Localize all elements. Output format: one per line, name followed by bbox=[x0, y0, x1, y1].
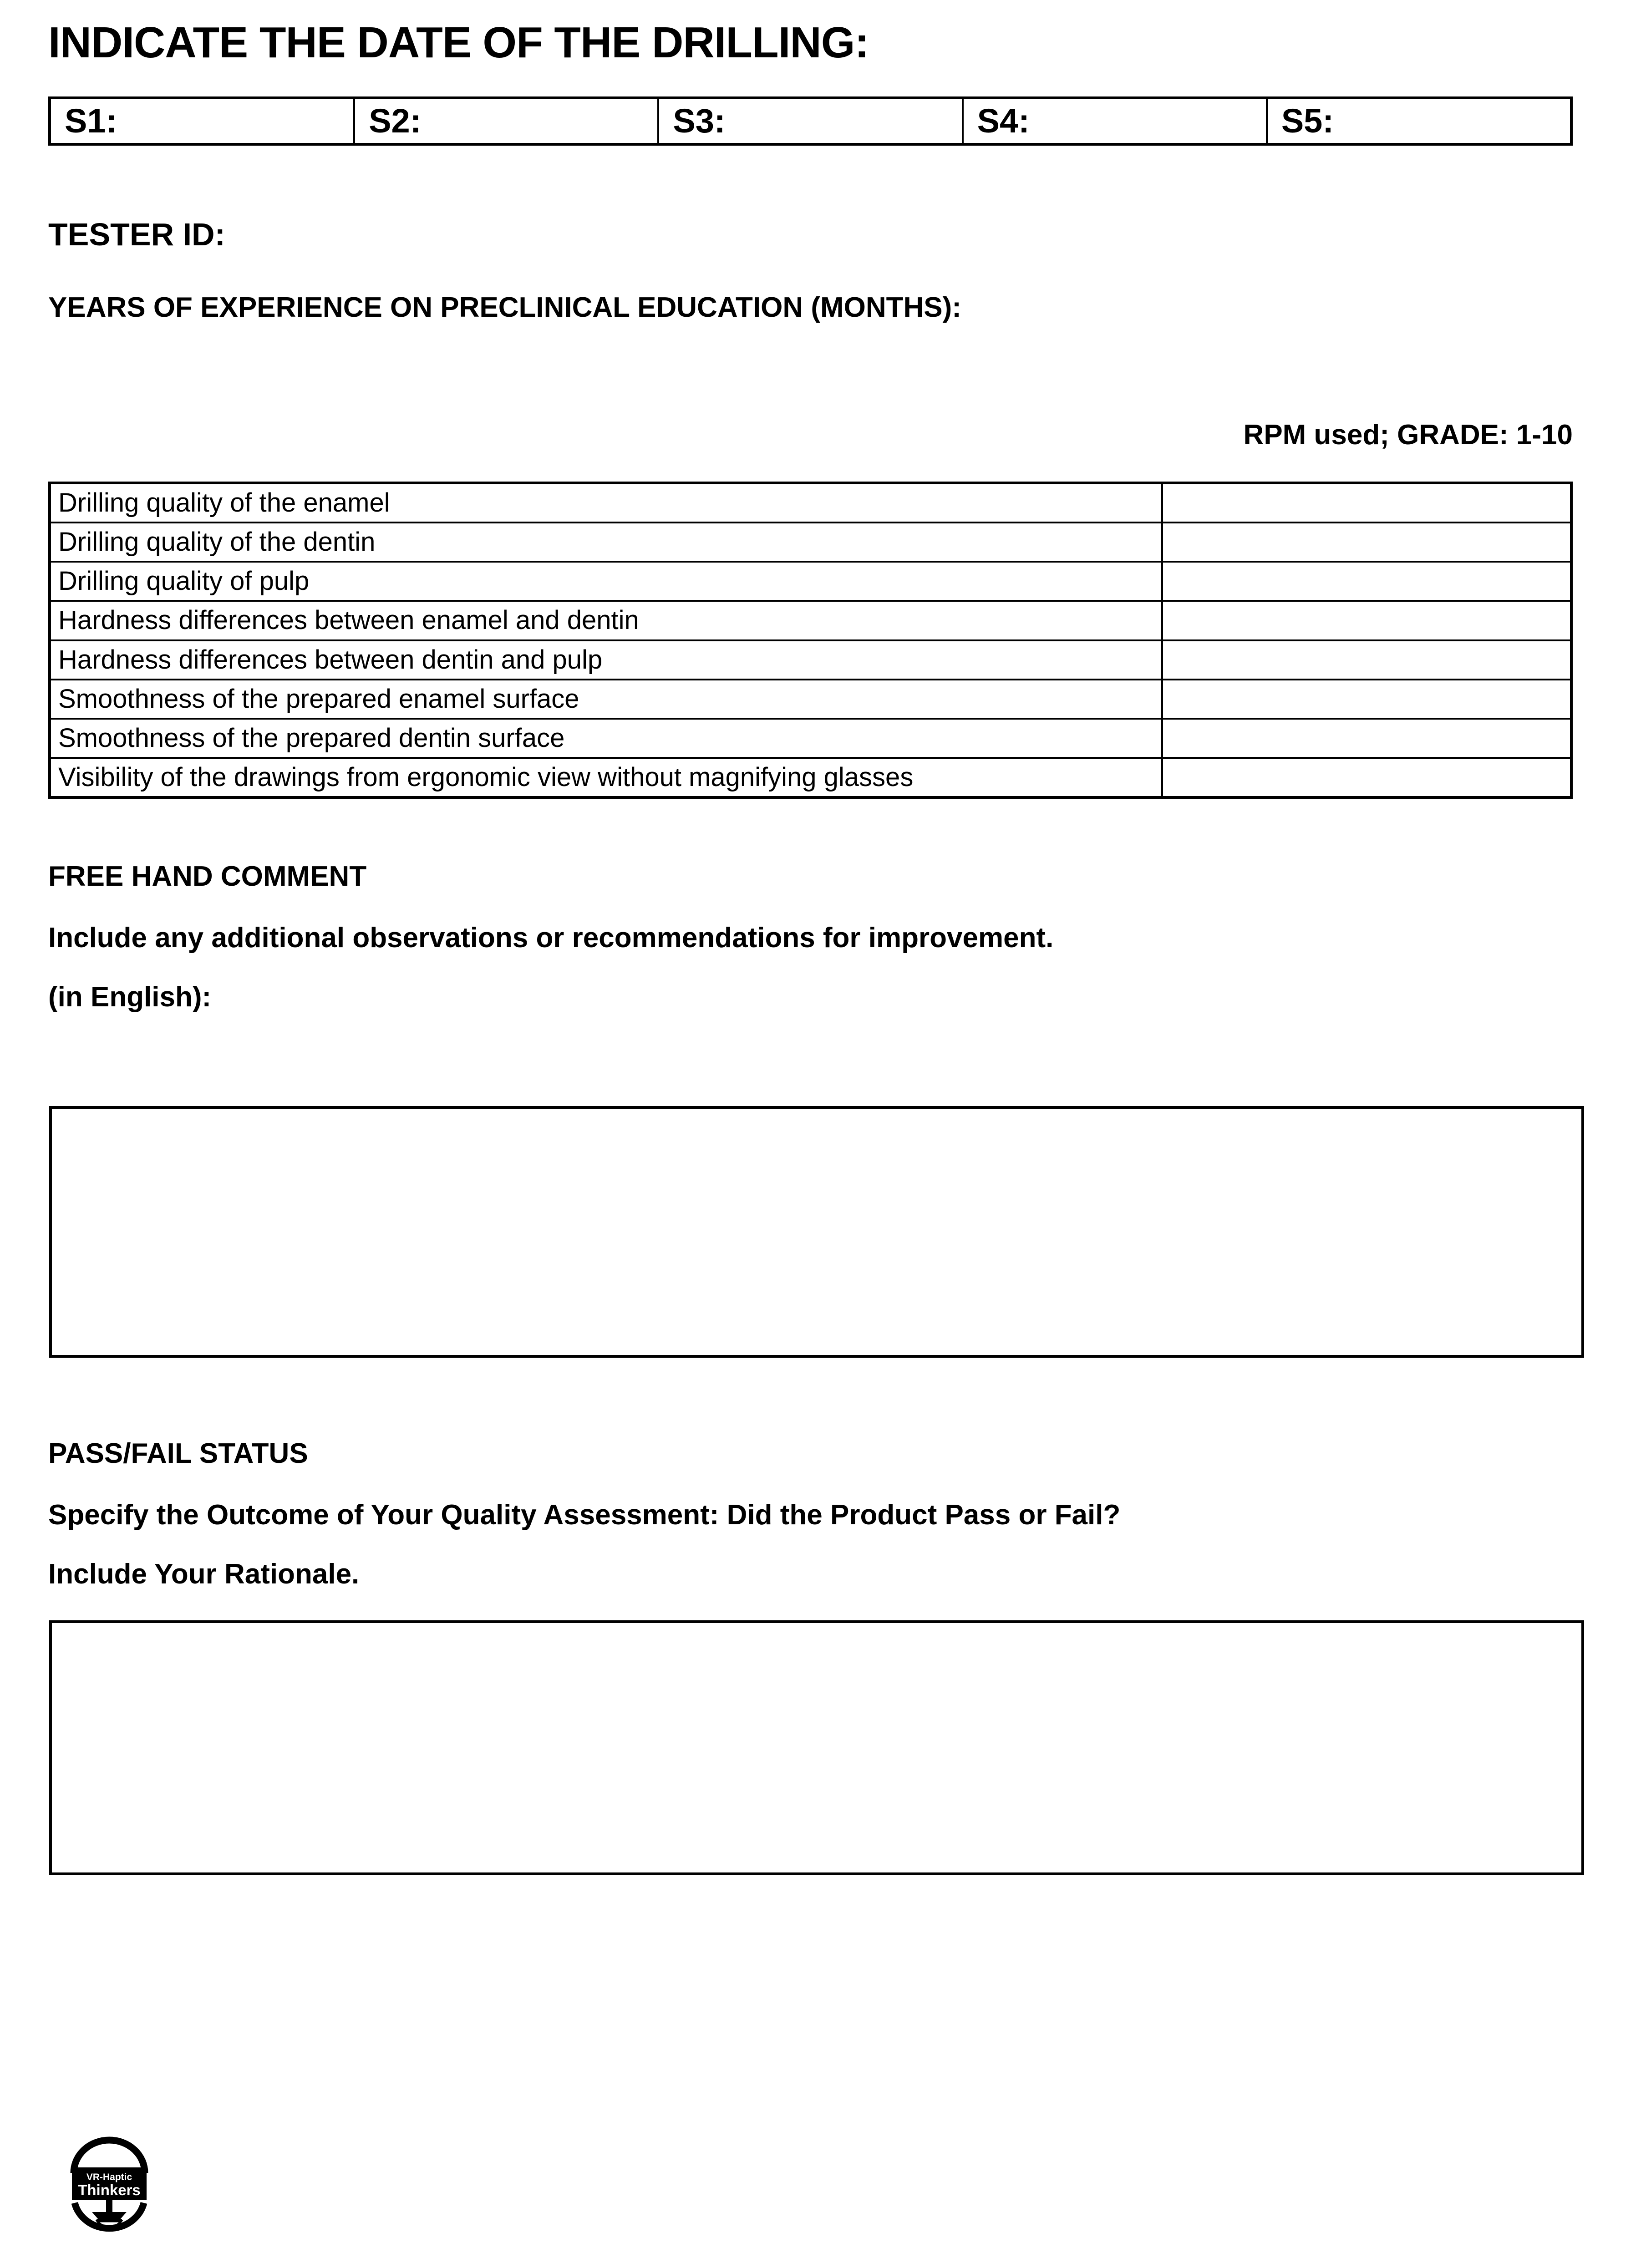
experience-label: YEARS OF EXPERIENCE ON PRECLINICAL EDUCATION (MONTHS): bbox=[48, 292, 961, 323]
criterion-label: Hardness differences between enamel and dentin bbox=[51, 602, 1163, 639]
date-label-s2: S2: bbox=[369, 102, 422, 140]
date-cell-s2[interactable] bbox=[355, 99, 659, 143]
criteria-grading-table bbox=[48, 482, 1573, 799]
table-row bbox=[51, 563, 1570, 602]
criterion-label: Drilling quality of pulp bbox=[51, 563, 1163, 600]
grade-input-cell[interactable] bbox=[1163, 720, 1570, 757]
free-hand-comment-instruction: Include any additional observations or recommendations for improvement. bbox=[48, 922, 1054, 954]
criterion-label: Hardness differences between dentin and pulp bbox=[51, 641, 1163, 679]
grade-input-cell[interactable] bbox=[1163, 563, 1570, 600]
table-row bbox=[51, 523, 1570, 563]
date-label-s1: S1: bbox=[65, 102, 117, 140]
pass-fail-rationale-note: Include Your Rationale. bbox=[48, 1558, 360, 1590]
criterion-label: Visibility of the drawings from ergonomic view without magnifying glasses bbox=[51, 759, 1163, 796]
logo-line1-text: VR-Haptic bbox=[86, 2172, 132, 2182]
date-cell-s3[interactable] bbox=[659, 99, 963, 143]
free-hand-comment-textarea[interactable] bbox=[49, 1106, 1584, 1358]
criterion-label: Smoothness of the prepared dentin surface bbox=[51, 720, 1163, 757]
grade-input-cell[interactable] bbox=[1163, 523, 1570, 561]
tester-id-label: TESTER ID: bbox=[48, 217, 225, 252]
table-row bbox=[51, 759, 1570, 796]
date-cell-s1[interactable] bbox=[51, 99, 355, 143]
vr-haptic-thinkers-logo bbox=[64, 2135, 155, 2239]
grade-input-cell[interactable] bbox=[1163, 641, 1570, 679]
grade-input-cell[interactable] bbox=[1163, 680, 1570, 718]
grade-column-header: RPM used; GRADE: 1-10 bbox=[1243, 419, 1573, 451]
table-row bbox=[51, 720, 1570, 759]
criterion-label: Drilling quality of the enamel bbox=[51, 484, 1163, 522]
page-title: INDICATE THE DATE OF THE DRILLING: bbox=[48, 18, 869, 67]
date-cell-s4[interactable] bbox=[964, 99, 1268, 143]
date-label-s4: S4: bbox=[977, 102, 1030, 140]
criterion-label: Drilling quality of the dentin bbox=[51, 523, 1163, 561]
table-row bbox=[51, 641, 1570, 680]
pass-fail-heading: PASS/FAIL STATUS bbox=[48, 1438, 308, 1469]
table-row bbox=[51, 602, 1570, 641]
logo-line2-text: Thinkers bbox=[78, 2182, 141, 2198]
grade-input-cell[interactable] bbox=[1163, 759, 1570, 796]
free-hand-comment-heading: FREE HAND COMMENT bbox=[48, 861, 367, 892]
date-label-s5: S5: bbox=[1281, 102, 1334, 140]
table-row bbox=[51, 680, 1570, 720]
pass-fail-textarea[interactable] bbox=[49, 1620, 1584, 1875]
criterion-label: Smoothness of the prepared enamel surface bbox=[51, 680, 1163, 718]
pass-fail-instruction: Specify the Outcome of Your Quality Assessment: Did the Product Pass or Fail? bbox=[48, 1499, 1121, 1531]
date-cell-s5[interactable] bbox=[1268, 99, 1570, 143]
date-label-s3: S3: bbox=[673, 102, 726, 140]
grade-input-cell[interactable] bbox=[1163, 484, 1570, 522]
drilling-date-table bbox=[48, 96, 1573, 146]
table-row bbox=[51, 484, 1570, 523]
logo-icon bbox=[64, 2135, 155, 2239]
free-hand-comment-language-note: (in English): bbox=[48, 981, 212, 1013]
grade-input-cell[interactable] bbox=[1163, 602, 1570, 639]
